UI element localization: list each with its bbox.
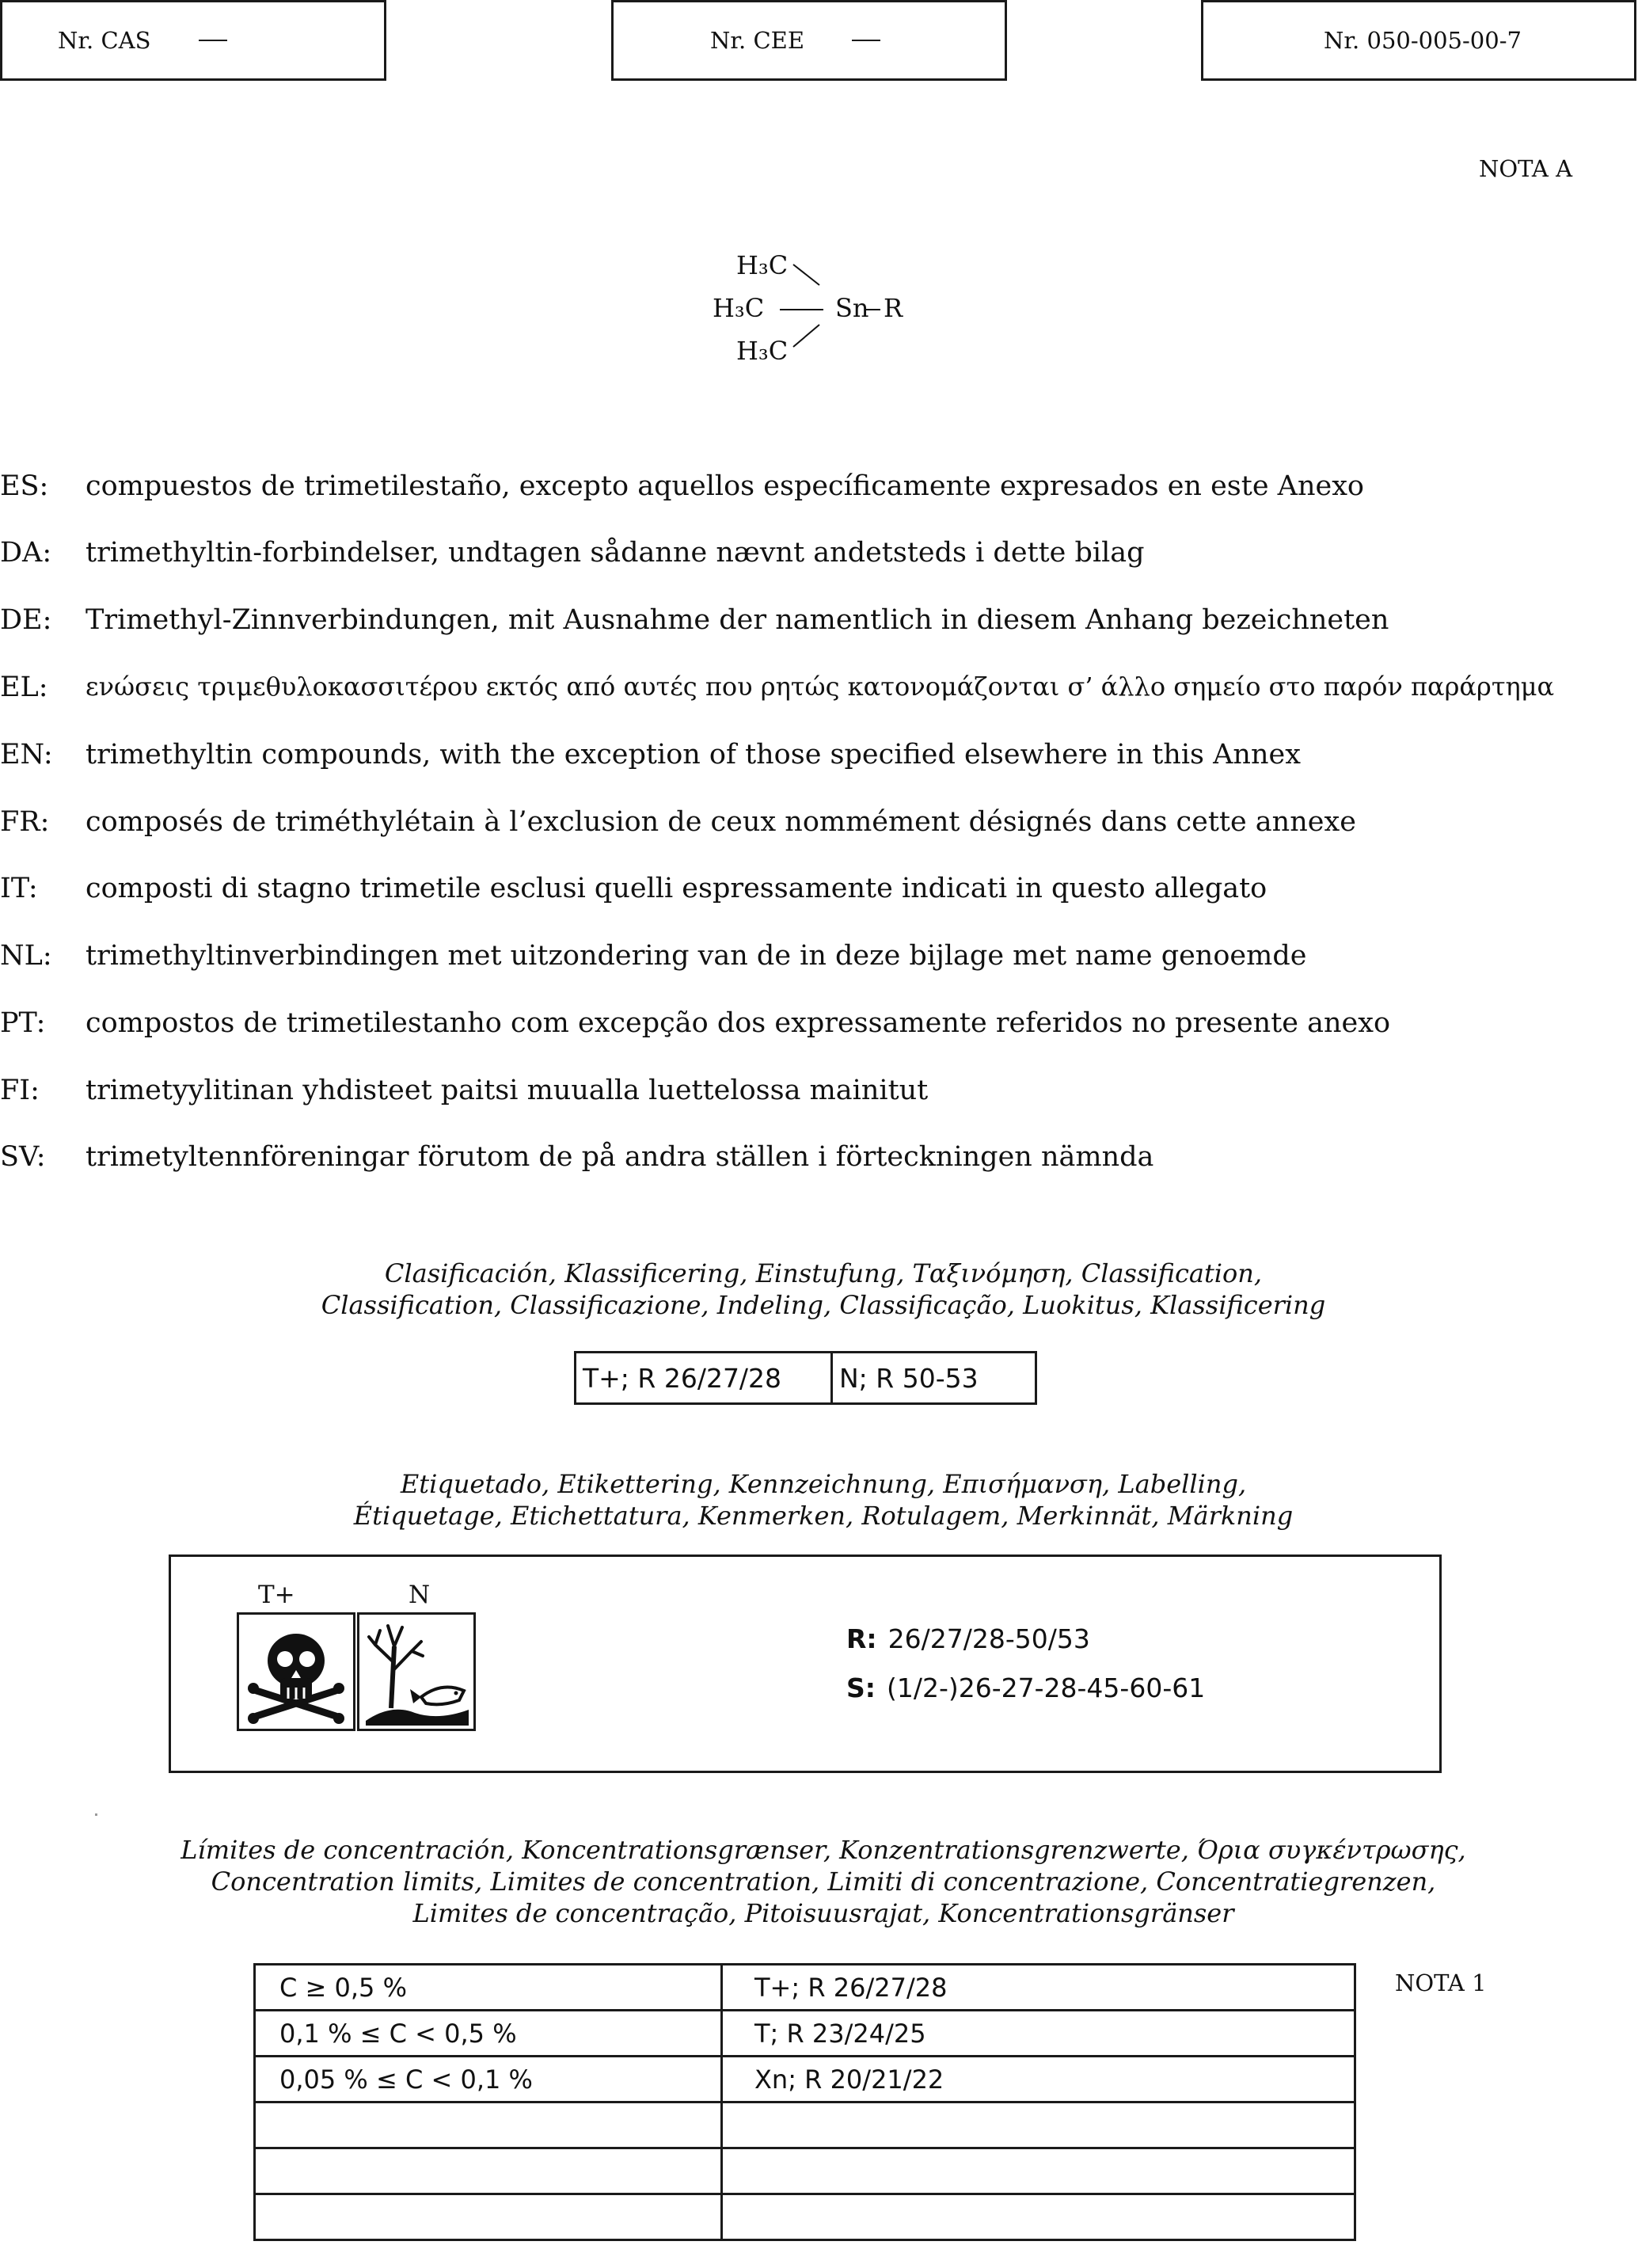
concentration-caption <box>158 1834 1488 1929</box>
class-cell <box>722 2102 1355 2148</box>
risk-phrases-value: 26/27/28-50/53 <box>887 1623 1090 1654</box>
caption-line: Clasificación, Klassificering, Einstufung, Ταξινόμηση, Classification, <box>384 1258 1263 1288</box>
classification-box <box>574 1351 1037 1405</box>
substance-name: trimethyltin-forbindelser, undtagen sådanne nævnt andetsteds i dette bilag <box>86 537 1145 569</box>
table-row <box>255 2194 1355 2240</box>
substance-name: trimetyylitinan yhdisteet paitsi muualla luettelossa mainitut <box>86 1075 929 1106</box>
table-row <box>255 2102 1355 2148</box>
nota-1-note: NOTA 1 <box>1395 1969 1487 1996</box>
substance-name: composti di stagno trimetile esclusi quelli espressamente indicati in questo allegato <box>86 873 1267 904</box>
limit-cell: C ≥ 0,5 % <box>255 1965 722 2011</box>
caption-line: Classification, Classificazione, Indeling, Classificação, Luokitus, Klassificering <box>321 1290 1326 1320</box>
substance-name: compostos de trimetilestanho com excepção dos expressamente referidos no presente anexo <box>86 1007 1391 1039</box>
substance-name: compuestos de trimetilestaño, excepto aquellos específicamente expresados en este Anexo <box>86 470 1365 502</box>
scan-speck <box>95 1813 97 1816</box>
substance-name: trimethyltin compounds, with the exception of those specified elsewhere in this Annex <box>86 739 1301 771</box>
table-row <box>255 2148 1355 2194</box>
class-cell: T; R 23/24/25 <box>722 2011 1355 2057</box>
dead-tree-fish-icon <box>357 1612 476 1731</box>
language-code: DE: <box>0 604 52 636</box>
diagonal-bonds <box>701 245 938 364</box>
limit-cell <box>255 2102 722 2148</box>
caption-line: Limites de concentração, Pitoisuusrajat, Koncentrationsgränser <box>412 1898 1234 1928</box>
language-code: DA: <box>0 537 52 569</box>
substance-name: ενώσεις τριμεθυλοκασσιτέρου εκτός από αυτές που ρητώς κατονομάζονται σ’ άλλο σημείο στο παρόν παράρτημα <box>86 672 1555 702</box>
caption-line: Límites de concentración, Koncentrationsgrænser, Konzentrationsgrenzwerte, Όρια συγκέντρωσης, <box>181 1835 1466 1865</box>
language-code: IT: <box>0 873 38 904</box>
structural-formula <box>701 245 938 364</box>
language-code: NL: <box>0 940 52 972</box>
risk-phrases <box>846 1623 1090 1654</box>
cee-number-box <box>611 0 1007 81</box>
table-row <box>255 2057 1355 2102</box>
language-code: EN: <box>0 739 53 771</box>
language-code: EL: <box>0 672 48 703</box>
table-row <box>255 1965 1355 2011</box>
r-group: R <box>884 293 903 323</box>
class-cell: Xn; R 20/21/22 <box>722 2057 1355 2102</box>
class-cell <box>722 2194 1355 2240</box>
limit-cell <box>255 2194 722 2240</box>
index-number: Nr. 050-005-00-7 <box>1324 27 1522 54</box>
cee-label: Nr. CEE <box>710 27 805 54</box>
limit-cell: 0,05 % ≤ C < 0,1 % <box>255 2057 722 2102</box>
concentration-limits-table <box>253 1963 1356 2241</box>
safety-phrases-key: S: <box>846 1672 876 1703</box>
safety-phrases <box>846 1672 1205 1703</box>
skull-crossbones-icon <box>237 1612 355 1731</box>
limit-cell: 0,1 % ≤ C < 0,5 % <box>255 2011 722 2057</box>
labelling-box <box>169 1554 1442 1773</box>
language-code: FI: <box>0 1075 40 1106</box>
index-number-box <box>1201 0 1636 81</box>
risk-phrases-key: R: <box>846 1623 877 1654</box>
cas-number-box <box>0 0 386 81</box>
language-code: SV: <box>0 1141 46 1173</box>
caption-line: Étiquetage, Etichettatura, Kenmerken, Rotulagem, Merkinnät, Märkning <box>353 1501 1294 1531</box>
pictogram-label-n: N <box>409 1581 431 1609</box>
nota-a-note: NOTA A <box>1479 155 1573 182</box>
substance-name: Trimethyl-Zinnverbindungen, mit Ausnahme der namentlich in diesem Anhang bezeichneten <box>86 604 1389 636</box>
labelling-caption <box>158 1468 1488 1532</box>
cas-label: Nr. CAS <box>58 27 151 54</box>
pictogram-label-t: T+ <box>258 1581 295 1609</box>
language-code: PT: <box>0 1007 46 1039</box>
methyl-group-top: H₃C <box>736 250 789 280</box>
substance-name: trimetyltennföreningar förutom de på andra ställen i förteckningen nämnda <box>86 1141 1154 1173</box>
table-row <box>255 2011 1355 2057</box>
classification-caption <box>158 1258 1488 1321</box>
safety-phrases-value: (1/2-)26-27-28-45-60-61 <box>886 1672 1206 1703</box>
methyl-group-bottom: H₃C <box>736 336 789 366</box>
cas-dash <box>199 40 227 41</box>
substance-name: trimethyltinverbindingen met uitzondering van de in deze bijlage met name genoemde <box>86 940 1307 972</box>
methyl-group-middle: H₃C <box>713 293 765 323</box>
class-cell <box>722 2148 1355 2194</box>
language-code: FR: <box>0 806 50 838</box>
class-cell: T+; R 26/27/28 <box>722 1965 1355 2011</box>
caption-line: Etiquetado, Etikettering, Kennzeichnung, Επισήμανση, Labelling, <box>400 1469 1247 1499</box>
language-code: ES: <box>0 470 49 502</box>
caption-line: Concentration limits, Limites de concentration, Limiti di concentrazione, Concentratiegrenzen, <box>211 1867 1436 1897</box>
classification-environment: N; R 50-53 <box>839 1362 979 1394</box>
limit-cell <box>255 2148 722 2194</box>
classification-toxicity: T+; R 26/27/28 <box>576 1353 833 1402</box>
tin-atom: Sn <box>835 293 869 323</box>
cee-dash <box>852 40 880 41</box>
substance-name: composés de triméthylétain à l’exclusion de ceux nommément désignés dans cette annexe <box>86 806 1356 838</box>
